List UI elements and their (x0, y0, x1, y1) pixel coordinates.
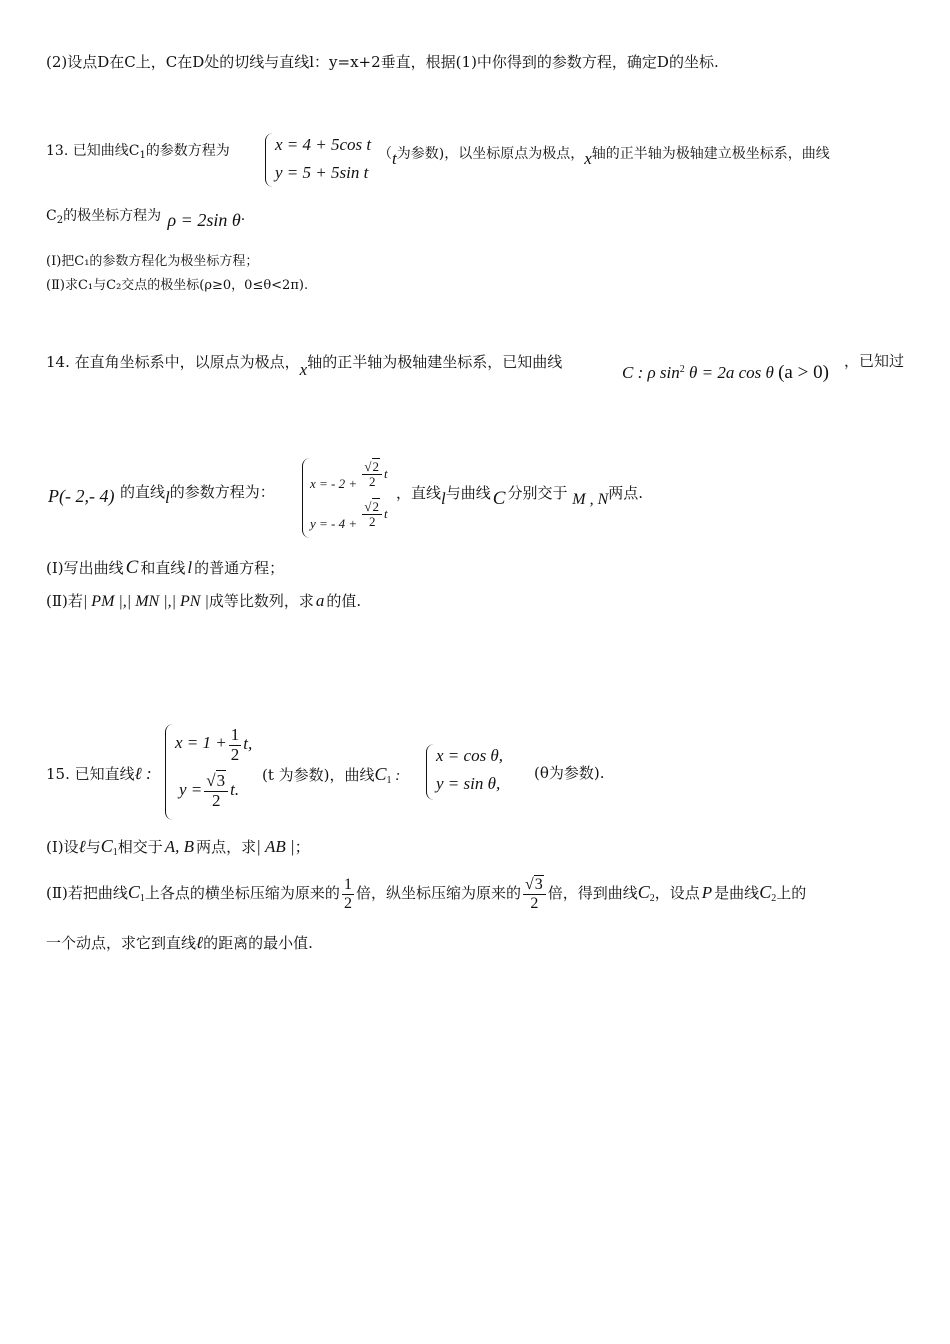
q14-frac-x (362, 460, 382, 490)
q15-p2c: 倍，纵坐标压缩为原来的 (355, 884, 521, 903)
q15-cx: x = cos θ, (436, 746, 504, 765)
q14-part1-c: C (125, 557, 139, 578)
q15-p2-c1sub: 1 (139, 893, 145, 905)
q13-lead2: 的参数方程为 (145, 143, 230, 159)
q14-param-label: 的参数方程为： (169, 483, 275, 501)
q15-p2g: 上的 (776, 884, 807, 903)
q13-tvar: t (392, 149, 397, 168)
q13-system (265, 133, 380, 187)
q15-p1b: 与 (85, 838, 101, 856)
q13-line2-text: 的极坐标方程为 (63, 208, 162, 224)
q14-part1c: 的普通方程； (194, 559, 285, 577)
q15-r3d: 2 (530, 894, 539, 912)
q14-lead: 在直角坐标系中，以原点为极点， (74, 353, 300, 371)
q13-polar-eq: ρ = 2sin θ (167, 210, 241, 230)
q15-p1a: (Ⅰ)设 (46, 838, 79, 856)
q14-r2a: 2 (372, 459, 380, 474)
q14-line-label: 的直线 (120, 483, 166, 501)
q15-c1: C (374, 764, 387, 784)
q14-part2-a: a (315, 591, 325, 610)
q13-part2: (Ⅱ)求C₁与C₂交点的极坐标(ρ≥0，0≤θ<2π). (46, 278, 309, 293)
q14-frac-y-num: √2 (362, 500, 382, 515)
q14-l2e: 分别交于 (507, 484, 568, 502)
q15-p2-c1: C (127, 882, 140, 903)
q14-frac-x-num: √2 (362, 460, 382, 475)
q15-system1 (165, 724, 265, 820)
q15-p1d: 两点，求 (196, 838, 257, 856)
q15-param1 (262, 764, 400, 787)
q14-curve-eq (622, 362, 829, 385)
q14-eq-x (310, 460, 388, 490)
q15-system2 (426, 744, 516, 800)
q15-cy: y = sin θ, (436, 774, 501, 793)
q15-param1-text: (t 为参数)， (262, 766, 345, 784)
q15-p1-c1: C (100, 836, 113, 856)
q15-t1: t, (243, 734, 253, 754)
q15-lead (46, 764, 152, 784)
q13-number: 13. (46, 143, 69, 159)
q14-point: P(- 2,- 4) (48, 486, 115, 506)
q15-brace1 (165, 724, 174, 820)
prev-line-text: (2)设点D在C上，C在D处的切线与直线l：y=x+2垂直，根据(1)中你得到的参数方程，确定D的坐标. (46, 53, 719, 71)
q15-p1-c1sub: 1 (112, 847, 118, 858)
q13-brace (265, 133, 274, 187)
q14-number: 14. (46, 353, 70, 371)
q15-p2-c2bsub: 2 (771, 893, 777, 905)
q14-l2f: 两点. (608, 484, 644, 502)
q14-tail: ，已知过 (844, 352, 905, 370)
q14-condition: (a > 0) (778, 362, 829, 383)
q15-part1 (46, 836, 310, 859)
q14-line2b (396, 482, 644, 509)
q14-frac-y (362, 500, 382, 530)
q15-p1-ell: ℓ (78, 837, 86, 856)
q13-lead: 已知曲线C (72, 143, 140, 159)
q13-line1 (46, 143, 230, 162)
q13-c2: C (46, 208, 57, 224)
q15-t2: t. (230, 780, 240, 800)
q15-r3-num: √3 (204, 772, 228, 792)
q14-lvar2: l (441, 489, 446, 508)
q15-half2: 2 (343, 894, 352, 912)
q13-xvar: x (584, 149, 592, 168)
q15-frac-half (229, 726, 242, 764)
q15-frac-r3 (204, 772, 228, 810)
q15-p1e: ； (294, 838, 310, 856)
q15-p2-c2sub: 2 (649, 893, 655, 905)
q14-r2b: 2 (372, 499, 380, 514)
q15-two: 2 (230, 744, 240, 764)
q15-line3: 一个动点，求它到直线 (46, 934, 197, 952)
q14-part2c: 的值. (326, 592, 362, 610)
q15-c1sub: 1 (386, 775, 392, 786)
q15-x1: x = 1 + (175, 733, 227, 753)
q15-p2-r3-num: √3 (523, 876, 546, 895)
q14-part2 (46, 591, 361, 611)
q15-p1-ab: A, B (164, 837, 195, 856)
q14-eq-y (310, 500, 388, 530)
q15-p2e: ，设点 (654, 884, 700, 903)
q14-l2d: 与曲线 (445, 484, 491, 502)
q15-p2-p: P (701, 883, 713, 903)
q14-tx: t (384, 465, 388, 481)
q14-cvar: C (492, 488, 506, 509)
q15-line3-ell: ℓ (196, 933, 204, 952)
q13-line1-rest (378, 143, 830, 168)
q15-ell: ℓ : (134, 764, 152, 783)
q15-brace2 (426, 744, 435, 800)
q15-eq-y (179, 772, 239, 810)
q13-part1: (Ⅰ)把C₁的参数方程化为极坐标方程； (46, 254, 259, 269)
q15-p1-absab: | AB | (256, 837, 295, 856)
q14-lvar: l (165, 488, 170, 507)
q13-sub1: 1 (139, 150, 146, 161)
q13-c2-sub: 2 (56, 215, 64, 226)
q15-r3: 3 (534, 876, 543, 893)
q14-mid: 轴的正半轴为极轴建坐标系，已知曲线 (307, 353, 563, 371)
q15-p2-c2: C (637, 882, 650, 903)
q14-system (302, 458, 398, 538)
q14-part2a: (Ⅱ)若 (46, 592, 83, 610)
q14-curve-b: θ = 2a cos θ (689, 363, 774, 382)
q14-mn: M , N (572, 491, 609, 508)
q14-part1-l: l (187, 558, 193, 577)
q14-xvar: x (299, 360, 308, 379)
q15-colon: : (391, 768, 401, 784)
q15-two2: 2 (211, 790, 221, 810)
q14-line2a (120, 482, 275, 507)
q14-curve-a: C : ρ sin (622, 363, 680, 382)
q14-part1b: 和直线 (140, 559, 186, 577)
q14-sx: x = - 2 + (310, 475, 358, 491)
q14-part2b: 成等比数列，求 (208, 592, 314, 610)
q15-p2f: 是曲线 (714, 884, 760, 903)
q15-three: 3 (216, 771, 226, 790)
q15-p1c: 相交于 (117, 838, 163, 856)
q15-curve-word: 曲线 (344, 766, 375, 784)
q13-eq2: y = 5 + 5sin t (275, 163, 369, 182)
q15-part2-line2 (46, 933, 313, 953)
q14-line1 (46, 352, 563, 379)
q14-l2c: ，直线 (396, 484, 442, 502)
q13-line2 (46, 204, 246, 230)
q15-p2a: (Ⅱ)若把曲线 (46, 884, 128, 903)
q13-mid: 为参数)，以坐标原点为极点， (396, 146, 585, 162)
q14-frac-y-den: 2 (368, 514, 376, 530)
q15-half1: 1 (343, 876, 352, 893)
q15-line3b: 的距离的最小值. (203, 934, 313, 952)
q13-dot: . (240, 208, 246, 224)
q15-p2-c2b: C (759, 882, 772, 903)
q15-eq-x (175, 726, 252, 764)
q13-paren: （ (378, 146, 392, 162)
q14-frac-x-den: 2 (368, 474, 376, 490)
q13-eq1: x = 4 + 5cos t (275, 135, 372, 154)
q14-part1a: (Ⅰ)写出曲线 (46, 559, 124, 577)
q14-sy: y = - 4 + (310, 515, 358, 531)
q15-one: 1 (230, 725, 240, 744)
q15-p2-frac-r3 (523, 876, 546, 912)
q15-lead-text: 已知直线 (74, 765, 135, 783)
q15-p2-frac-half (342, 876, 354, 912)
q15-p2d: 倍，得到曲线 (547, 884, 638, 903)
prev-line (46, 53, 719, 71)
q14-ty: t (384, 505, 388, 521)
q15-p2b: 上各点的横坐标压缩为原来的 (144, 884, 340, 903)
q15-param2: (θ为参数). (534, 764, 605, 782)
q15-part2 (46, 876, 806, 912)
q13-tail: 轴的正半轴为极轴建立极坐标系，曲线 (591, 146, 830, 162)
q14-square: 2 (679, 364, 685, 375)
q14-part2-abs: | PM |,| MN |,| PN | (82, 593, 209, 610)
q14-part1 (46, 557, 284, 580)
q15-y1: y = (179, 780, 203, 800)
q15-number: 15. (46, 765, 70, 783)
